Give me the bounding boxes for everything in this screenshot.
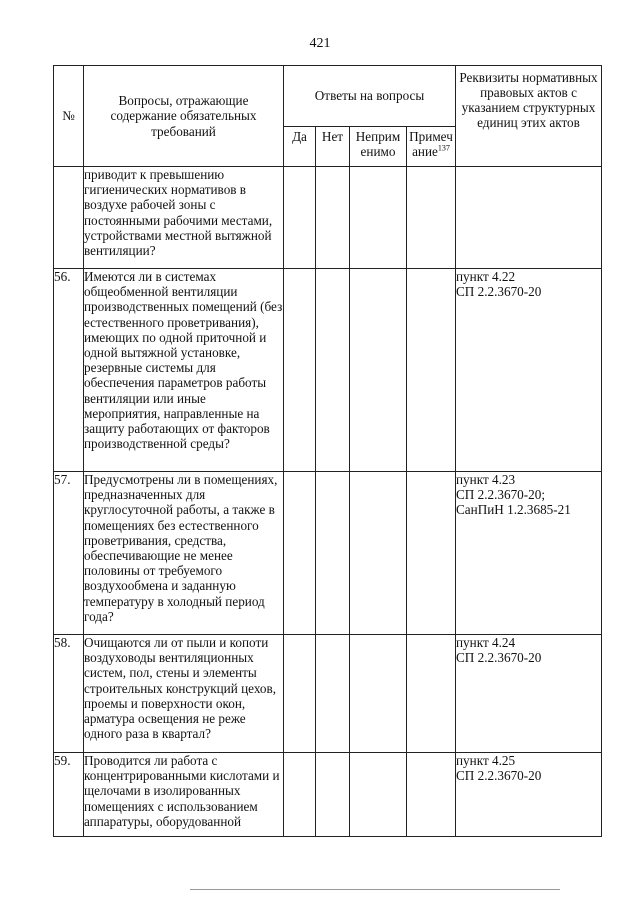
column-header-note (407, 127, 456, 167)
row-number (54, 167, 84, 269)
row-requisites (456, 635, 602, 753)
answer-yes-cell[interactable] (284, 753, 316, 837)
row-question: Предусмотрены ли в помещениях, предназначенных для круглосуточной работы, а также в помещениях без естественного проветривания, средства, обеспечивающие не менее половины от требуемого воздухообмена и заданную температуру в холодный период года? (84, 472, 284, 635)
not-applicable-line-2: енимо (360, 143, 396, 159)
answer-note-cell[interactable] (407, 167, 456, 269)
note-line-2: ание (412, 143, 438, 159)
table-row (54, 269, 602, 472)
table-row (54, 472, 602, 635)
not-applicable-line-1: Неприм (355, 129, 401, 144)
row-question: Имеются ли в системах общеобменной вентиляции производственных помещений (без естественного проветривания), имеющих по одной приточной и одной вытяжной установке, резервные системы для обеспечения параметров работы вентиляции или иные мероприятия, направленные на защиту работающих от факторов производственной среды? (84, 269, 284, 472)
answer-not-applicable-cell[interactable] (350, 635, 407, 753)
requisite-line: пункт 4.25 (456, 753, 516, 768)
row-question: Проводится ли работа с концентрированными кислотами и щелочами в изолированных помещениях с использованием аппаратуры, оборудованной (84, 753, 284, 837)
requisite-line: СП 2.2.3670-20 (456, 284, 542, 300)
requisite-line: СанПиН 1.2.3685-21 (456, 502, 571, 518)
requisite-line: пункт 4.22 (456, 269, 516, 284)
page-number: 421 (309, 36, 331, 51)
row-question: Очищаются ли от пыли и копоти воздуховоды вентиляционных систем, пол, стены и элементы строительных конструкций цехов, проемы и поверхности окон, арматура освещения не реже одного раза в квартал? (84, 635, 284, 753)
row-requisites (456, 167, 602, 269)
answer-note-cell[interactable] (407, 635, 456, 753)
answer-note-cell[interactable] (407, 472, 456, 635)
row-number: 56. (54, 269, 84, 472)
row-number: 59. (54, 753, 84, 837)
row-requisites (456, 753, 602, 837)
requisite-line: пункт 4.23 (456, 472, 516, 487)
row-question: приводит к превышению гигиенических нормативов в воздухе рабочей зоны с постоянными рабочими местами, устройствами местной вытяжной вентиляции? (84, 167, 284, 269)
checklist-table (53, 65, 602, 837)
requisite-line: СП 2.2.3670-20; (456, 487, 546, 503)
requisite-line: СП 2.2.3670-20 (456, 650, 542, 666)
column-header-no: Нет (316, 127, 350, 167)
answer-not-applicable-cell[interactable] (350, 167, 407, 269)
requisite-line: пункт 4.24 (456, 635, 516, 650)
answer-no-cell[interactable] (316, 472, 350, 635)
row-requisites (456, 269, 602, 472)
answer-no-cell[interactable] (316, 167, 350, 269)
answer-not-applicable-cell[interactable] (350, 472, 407, 635)
column-header-not-applicable (350, 127, 407, 167)
row-number: 58. (54, 635, 84, 753)
answer-yes-cell[interactable] (284, 167, 316, 269)
footnote-marker: 137 (437, 143, 450, 153)
answer-no-cell[interactable] (316, 753, 350, 837)
answer-not-applicable-cell[interactable] (350, 269, 407, 472)
scan-edge-divider (190, 889, 560, 890)
column-header-number: № (54, 66, 84, 167)
note-line-1: Примеч (409, 129, 453, 144)
answer-yes-cell[interactable] (284, 269, 316, 472)
table-row (54, 753, 602, 837)
row-requisites (456, 472, 602, 635)
column-header-requisites: Реквизиты нормативных правовых актов с указанием структурных единиц этих актов (456, 66, 602, 167)
column-header-questions: Вопросы, отражающие содержание обязательных требований (84, 66, 284, 167)
answer-note-cell[interactable] (407, 269, 456, 472)
row-number: 57. (54, 472, 84, 635)
requisite-line: СП 2.2.3670-20 (456, 768, 542, 784)
answer-no-cell[interactable] (316, 635, 350, 753)
answer-yes-cell[interactable] (284, 635, 316, 753)
answer-no-cell[interactable] (316, 269, 350, 472)
answer-yes-cell[interactable] (284, 472, 316, 635)
answer-not-applicable-cell[interactable] (350, 753, 407, 837)
column-header-yes: Да (284, 127, 316, 167)
answer-note-cell[interactable] (407, 753, 456, 837)
table-row (54, 167, 602, 269)
table-row (54, 635, 602, 753)
header-row-top (54, 66, 602, 127)
column-header-answers: Ответы на вопросы (284, 66, 456, 127)
